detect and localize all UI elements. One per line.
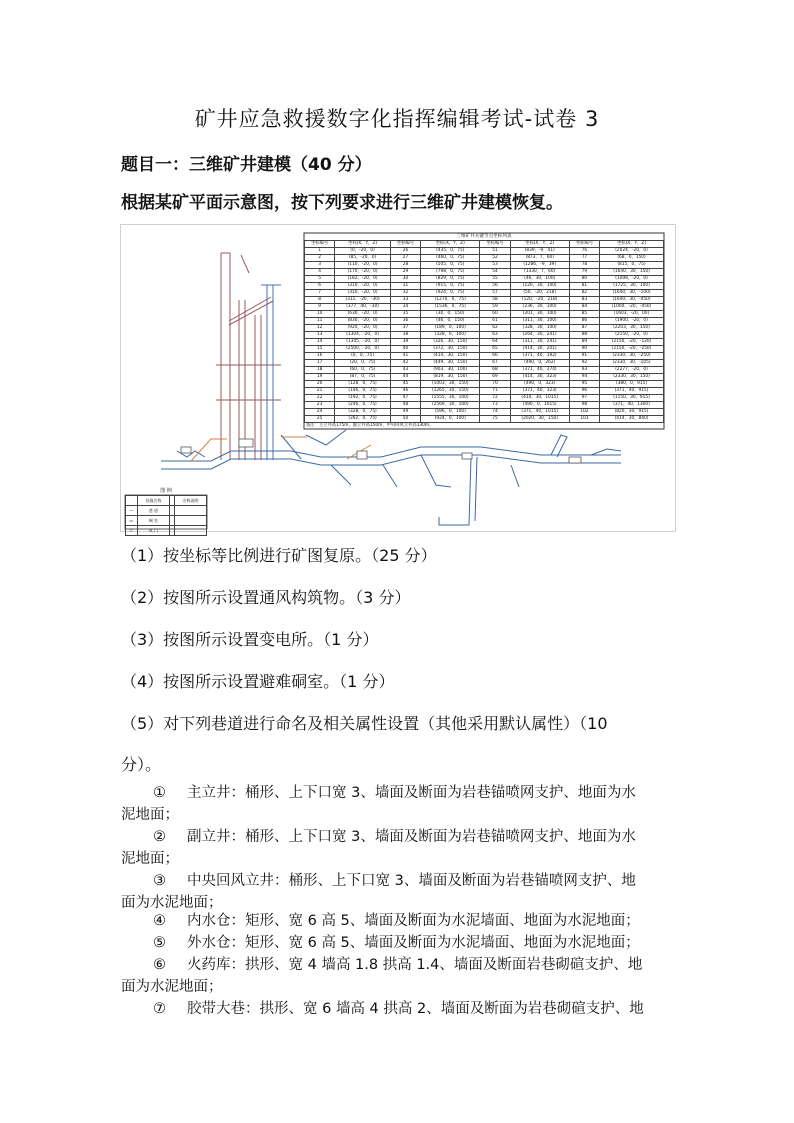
requirement-4: （4）按图所示设置避难硐室。（1 分） xyxy=(121,672,395,691)
coordinate-cell: 20 xyxy=(305,381,335,388)
coordinate-cell: 96 xyxy=(569,388,599,395)
coordinate-cell: (371，40，915) xyxy=(600,388,664,395)
legend-cell: 巷 道 xyxy=(137,506,169,516)
instruction-text: 根据某矿平面示意图，按下列要求进行三维矿井建模恢复。 xyxy=(121,193,563,213)
coordinate-cell: (50，-20，218) xyxy=(510,290,569,297)
coordinate-row xyxy=(305,283,664,290)
coordinate-cell: 39 xyxy=(390,339,420,346)
legend-cell: ⊂ xyxy=(126,526,138,536)
coordinate-row xyxy=(305,276,664,283)
coordinate-cell: (377，40，-30) xyxy=(335,304,391,311)
coordinate-cell: 25 xyxy=(305,416,335,423)
coordinate-row xyxy=(305,311,664,318)
coordinate-cell: (490，0，1015) xyxy=(510,402,569,409)
coordinate-cell: (46，30，100) xyxy=(510,276,569,283)
roadway-item xyxy=(121,932,677,954)
requirement-3: （3）按图所示设置变电所。（1 分） xyxy=(121,630,379,649)
legend-header-cell xyxy=(126,496,138,506)
coordinate-cell: (2150，-20，0) xyxy=(600,332,664,339)
coordinate-cell: (1098，-20，0) xyxy=(600,276,664,283)
coordinate-cell: (146，0，75) xyxy=(335,388,391,395)
roadway-item-number: ③ xyxy=(153,873,166,889)
coordinate-cell: (1265，30，150) xyxy=(421,388,480,395)
coordinate-cell: (371，40，192) xyxy=(510,353,569,360)
coordinate-cell: (311，-20，-30) xyxy=(335,297,391,304)
coordinate-row xyxy=(305,353,664,360)
coordinate-cell: (30，0，150) xyxy=(421,311,480,318)
roadway-item xyxy=(121,782,677,826)
coordinate-cell: 68 xyxy=(480,367,510,374)
coordinate-cell: (310，-20，0) xyxy=(335,290,391,297)
coordinate-cell: (1640，30，-450) xyxy=(600,297,664,304)
coordinate-cell: 21 xyxy=(305,388,335,395)
roadway-item-text: 火药库：拱形、宽 4 墙高 1.8 拱高 1.4、墙面及断面岩巷砌碹支护、地 xyxy=(187,957,643,973)
mine-plan-figure xyxy=(120,224,676,532)
coordinate-cell: 94 xyxy=(569,374,599,381)
legend-row xyxy=(126,526,207,536)
coordinate-cell: 78 xyxy=(569,262,599,269)
coordinate-cell: (236，30，100) xyxy=(510,304,569,311)
coordinate-cell: (924，0，100) xyxy=(421,416,480,423)
roadway-item-number: ⑥ xyxy=(153,957,166,973)
coordinate-cell: 17 xyxy=(305,360,335,367)
coordinate-cell: 9 xyxy=(305,304,335,311)
roadway-item-number: ⑤ xyxy=(153,935,166,951)
coordinate-cell: 79 xyxy=(569,269,599,276)
roadway-item-number: ⑦ xyxy=(153,1001,166,1017)
coordinate-row xyxy=(305,388,664,395)
coordinate-cell: 90 xyxy=(569,346,599,353)
roadway-item-number: ① xyxy=(153,785,166,801)
coordinate-cell: 46 xyxy=(390,388,420,395)
coordinate-cell: (1150，30，915) xyxy=(600,395,664,402)
coordinate-cell: 50 xyxy=(390,416,420,423)
coordinate-cell: (820，30，915) xyxy=(600,409,664,416)
coordinate-cell: (505，0，75) xyxy=(421,262,480,269)
coordinate-cell: 71 xyxy=(480,388,510,395)
coordinate-cell: (246，0，75) xyxy=(335,402,391,409)
coordinate-cell: (371，40，323) xyxy=(510,388,569,395)
coordinate-cell: 35 xyxy=(390,311,420,318)
coordinate-cell: (2020，30，150) xyxy=(510,416,569,423)
coordinate-cell: 53 xyxy=(480,262,510,269)
coordinate-row xyxy=(305,332,664,339)
legend-header-cell: 名称说明 xyxy=(174,496,206,506)
coordinate-cell: (128，0，75) xyxy=(335,381,391,388)
roadway-item xyxy=(121,954,677,998)
coordinate-cell: 75 xyxy=(480,416,510,423)
coordinate-cell: 51 xyxy=(480,248,510,255)
coordinate-cell: 43 xyxy=(390,367,420,374)
coordinate-row xyxy=(305,381,664,388)
coordinate-cell: (630，-20，0) xyxy=(335,311,391,318)
coordinate-cell: (310，-20，0) xyxy=(335,283,391,290)
roadway-item-text-cont: 面为水泥地面； xyxy=(121,895,223,911)
coordinate-cell: (328，30，100) xyxy=(510,325,569,332)
coordinate-table xyxy=(304,233,664,429)
coordinate-cell: (1345，-20，0) xyxy=(335,339,391,346)
coordinate-cell: (873，7，60) xyxy=(510,255,569,262)
coordinate-cell: 30 xyxy=(390,276,420,283)
coordinate-cell: (829，0，75) xyxy=(421,276,480,283)
coordinate-cell: (120，-20，218) xyxy=(510,297,569,304)
roadway-item-text-cont: 泥地面； xyxy=(121,851,179,867)
coordinate-cell: (1330，7，60) xyxy=(510,269,569,276)
coordinate-cell: (0，-20，0) xyxy=(335,248,391,255)
coordinate-header-cell: 坐标(X，Y，Z) xyxy=(510,241,569,248)
coordinate-cell: 89 xyxy=(569,339,599,346)
coordinate-cell: (1555，30，100) xyxy=(421,395,480,402)
coordinate-cell: (815，0，75) xyxy=(600,262,664,269)
coordinate-cell: 55 xyxy=(480,276,510,283)
coordinate-cell: 73 xyxy=(480,402,510,409)
legend-header-cell: 设施名称 xyxy=(137,496,169,506)
coordinate-row xyxy=(305,269,664,276)
coordinate-cell: 12 xyxy=(305,325,335,332)
coordinate-cell: 47 xyxy=(390,395,420,402)
coordinate-cell: (798，0，75) xyxy=(421,269,480,276)
coordinate-cell: 56 xyxy=(480,283,510,290)
coordinate-cell: 62 xyxy=(480,325,510,332)
coordinate-cell: 11 xyxy=(305,318,335,325)
coordinate-cell: 31 xyxy=(390,283,420,290)
coordinate-cell: 74 xyxy=(480,409,510,416)
coordinate-cell: (830，-20，0) xyxy=(335,318,391,325)
coordinate-cell: 1 xyxy=(305,248,335,255)
coordinate-cell: 103 xyxy=(569,416,599,423)
coordinate-row xyxy=(305,297,664,304)
coordinate-cell: 44 xyxy=(390,374,420,381)
roadway-item xyxy=(121,998,677,1020)
coordinate-cell: 54 xyxy=(480,269,510,276)
coordinate-cell: 48 xyxy=(390,402,420,409)
coordinate-cell: 83 xyxy=(569,297,599,304)
coordinate-cell: 77 xyxy=(569,255,599,262)
coordinate-cell: 95 xyxy=(569,381,599,388)
coordinate-cell: 52 xyxy=(480,255,510,262)
coordinate-cell: 97 xyxy=(569,395,599,402)
coordinate-cell: (2203，30，150) xyxy=(600,325,664,332)
roadway-item-text: 外水仓：矩形、宽 6 高 5、墙面及断面为水泥墙面、地面为水泥地面； xyxy=(187,935,640,951)
coordinate-row xyxy=(305,248,664,255)
coordinate-cell: (2150，-20，-250) xyxy=(600,346,664,353)
legend xyxy=(125,487,207,536)
coordinate-cell: 69 xyxy=(480,374,510,381)
coordinate-cell: (311，30，241) xyxy=(510,339,569,346)
legend-cell xyxy=(174,516,206,526)
coordinate-cell: (1640，30，-100) xyxy=(600,290,664,297)
coordinate-row xyxy=(305,346,664,353)
coordinate-cell: 84 xyxy=(569,304,599,311)
roadway-item-text-cont: 面为水泥地面； xyxy=(121,979,223,995)
coordinate-cell: (1003，30，150) xyxy=(421,381,480,388)
coordinate-cell: 24 xyxy=(305,409,335,416)
coordinate-cell: (1640，30，150) xyxy=(600,269,664,276)
coordinate-cell: (68，0，150) xyxy=(600,255,664,262)
coordinate-cell: (449，30，150) xyxy=(421,360,480,367)
roadway-item-number: ④ xyxy=(153,913,166,929)
coordinate-cell: (1725，30，100) xyxy=(600,283,664,290)
coordinate-cell: 3 xyxy=(305,262,335,269)
coordinate-cell: 66 xyxy=(480,353,510,360)
coordinate-cell: (903，30，100) xyxy=(421,367,480,374)
coordinate-cell: 40 xyxy=(390,346,420,353)
coordinate-cell: 5 xyxy=(305,276,335,283)
coordinate-cell: 18 xyxy=(305,367,335,374)
coordinate-header-cell: 坐标编号 xyxy=(390,241,420,248)
coordinate-cell: (460，0，75) xyxy=(421,255,480,262)
coordinate-cell: 29 xyxy=(390,269,420,276)
coordinate-cell: 41 xyxy=(390,353,420,360)
coordinate-row xyxy=(305,367,664,374)
coordinate-cell: (20，0，75) xyxy=(335,360,391,367)
coordinate-cell: 59 xyxy=(480,304,510,311)
requirement-2: （2）按图所示设置通风构筑物。（3 分） xyxy=(121,588,411,607)
coordinate-cell: 19 xyxy=(305,374,335,381)
coordinate-cell: 65 xyxy=(480,346,510,353)
roadway-item-text: 主立井：桶形、上下口宽 3、墙面及断面为岩巷锚喷网支护、地面为水 xyxy=(187,785,636,801)
coordinate-row xyxy=(305,255,664,262)
coordinate-cell: (392，0，75) xyxy=(335,416,391,423)
coordinate-cell: (2569，30，100) xyxy=(421,402,480,409)
coordinate-cell: 13 xyxy=(305,332,335,339)
coordinate-cell: (371，40，1300) xyxy=(600,402,664,409)
coordinate-cell: (264，30，241) xyxy=(510,332,569,339)
coordinate-header-cell: 坐标(X，Y，Z) xyxy=(421,241,480,248)
coordinate-row xyxy=(305,374,664,381)
coordinate-cell: (311，30，100) xyxy=(510,318,569,325)
coordinate-cell: 34 xyxy=(390,304,420,311)
coordinate-cell: 8 xyxy=(305,297,335,304)
coordinate-cell: (326，30，150) xyxy=(421,339,480,346)
legend-cell: ▭ xyxy=(126,516,138,526)
coordinate-cell: 63 xyxy=(480,332,510,339)
coordinate-cell: (2150，-20，-120) xyxy=(600,339,664,346)
coordinate-header-cell: 坐标编号 xyxy=(480,241,510,248)
coordinate-cell: 2 xyxy=(305,255,335,262)
coordinate-cell: 57 xyxy=(480,290,510,297)
coordinate-cell: 38 xyxy=(390,332,420,339)
coordinate-cell: 61 xyxy=(480,318,510,325)
coordinate-cell: 87 xyxy=(569,325,599,332)
document-title: 矿井应急救援数字化指挥编辑考试-试卷 3 xyxy=(194,107,600,131)
coordinate-cell: (2277，-20，0) xyxy=(600,367,664,374)
coordinate-cell: (920，-20，0) xyxy=(335,325,391,332)
legend-cell: 风 门 xyxy=(137,526,169,536)
roadway-item-number: ② xyxy=(153,829,166,845)
coordinate-cell: (1270，0，75) xyxy=(421,297,480,304)
coordinate-cell: (120，30，100) xyxy=(510,283,569,290)
coordinate-cell: 82 xyxy=(569,290,599,297)
coordinate-cell: 4 xyxy=(305,269,335,276)
coordinate-cell: (819，30，150) xyxy=(421,374,480,381)
roadway-item xyxy=(121,826,677,870)
coordinate-row xyxy=(305,339,664,346)
coordinate-cell: 26 xyxy=(390,248,420,255)
coordinate-cell: 45 xyxy=(390,381,420,388)
coordinate-cell: 81 xyxy=(569,283,599,290)
coordinate-cell: 86 xyxy=(569,318,599,325)
coordinate-table-grid xyxy=(304,240,664,423)
coordinate-cell: 16 xyxy=(305,353,335,360)
coordinate-cell: 7 xyxy=(305,290,335,297)
legend-table xyxy=(125,495,207,536)
coordinate-cell: 88 xyxy=(569,332,599,339)
coordinate-cell: (414，30，323) xyxy=(510,374,569,381)
coordinate-cell: (371，40，274) xyxy=(510,367,569,374)
requirement-1: （1）按坐标等比例进行矿图复原。（25 分） xyxy=(121,546,437,565)
coordinate-cell: 28 xyxy=(390,262,420,269)
coordinate-cell: (182，-20，0) xyxy=(335,276,391,283)
coordinate-cell: (414，30，1015) xyxy=(510,395,569,402)
chamber-box xyxy=(181,447,191,453)
coordinate-cell: (839，-9，41) xyxy=(510,248,569,255)
coordinate-cell: (60，0，75) xyxy=(335,367,391,374)
coordinate-cell: (490，0，262) xyxy=(510,360,569,367)
coordinate-row xyxy=(305,395,664,402)
question-heading: 题目一：三维矿井建模（40 分） xyxy=(121,155,372,175)
coordinate-header-cell: 坐标编号 xyxy=(305,241,335,248)
coordinate-row xyxy=(305,325,664,332)
coordinate-cell: (87，0，75) xyxy=(335,374,391,381)
coordinate-cell: 92 xyxy=(569,360,599,367)
legend-cell: 峒 室 xyxy=(137,516,169,526)
coordinate-cell: (192，0，75) xyxy=(335,395,391,402)
coordinate-row xyxy=(305,318,664,325)
coordinate-cell: 6 xyxy=(305,283,335,290)
coordinate-cell: 10 xyxy=(305,311,335,318)
coordinate-cell: (85，-20，0) xyxy=(335,255,391,262)
roadway-item xyxy=(121,870,677,914)
roadway-item-text: 副立井：桶形、上下口宽 3、墙面及断面为岩巷锚喷网支护、地面为水 xyxy=(187,829,636,845)
coordinate-cell: 27 xyxy=(390,255,420,262)
coordinate-cell: (1900，-20，0) xyxy=(600,318,664,325)
coordinate-row xyxy=(305,304,664,311)
shafts-group xyxy=(216,253,281,460)
coordinate-cell: 22 xyxy=(305,395,335,402)
coordinate-cell: 49 xyxy=(390,409,420,416)
coordinate-cell: 15 xyxy=(305,346,335,353)
legend-row xyxy=(126,506,207,516)
coordinate-row xyxy=(305,409,664,416)
coordinate-row xyxy=(305,360,664,367)
coordinate-table-note: 备注：主立井高175m，副立井高150m，中央回风立井高130m。 xyxy=(306,423,434,428)
coordinate-cell: (380，0，915) xyxy=(600,381,664,388)
coordinate-cell: (1286，-9，39) xyxy=(510,262,569,269)
legend-cell xyxy=(174,506,206,516)
roadway-item-text: 胶带大巷：拱形、宽 6 墙高 4 拱高 2、墙面及断面为岩巷砌碹支护、地 xyxy=(187,1001,644,1017)
coordinate-cell: (2330，30，-105) xyxy=(600,360,664,367)
coordinate-cell: (414，30，150) xyxy=(421,353,480,360)
coordinate-cell: (1603，-20，00) xyxy=(600,311,664,318)
coordinate-cell: 102 xyxy=(569,409,599,416)
coordinate-cell: (414，30，201) xyxy=(510,346,569,353)
coordinate-cell: (414，30，840) xyxy=(600,416,664,423)
coordinate-cell: 36 xyxy=(390,318,420,325)
roadway-item-text: 内水仓：矩形、宽 6 高 5、墙面及断面为水泥墙面、地面为水泥地面； xyxy=(187,913,640,929)
coordinate-cell: 32 xyxy=(390,290,420,297)
coordinate-cell: (2500，-20，0) xyxy=(335,346,391,353)
roadway-item-text: 中央回风立井：桶形、上下口宽 3、墙面及断面为岩巷锚喷网支护、地 xyxy=(187,873,636,889)
coordinate-cell: (435，0，75) xyxy=(421,248,480,255)
coordinate-cell: (2024，-20，0) xyxy=(600,248,664,255)
coordinate-cell: (490，0，323) xyxy=(510,381,569,388)
coordinate-row xyxy=(305,262,664,269)
coordinate-cell: 67 xyxy=(480,360,510,367)
coordinate-header-cell: 坐标(X，Y，Z) xyxy=(335,241,391,248)
coordinate-cell: (189，0，100) xyxy=(421,325,480,332)
coordinate-cell: 91 xyxy=(569,353,599,360)
coordinate-cell: (110，-20，0) xyxy=(335,262,391,269)
coordinate-header-cell: 坐标编号 xyxy=(569,241,599,248)
coordinate-row xyxy=(305,402,664,409)
coordinate-row xyxy=(305,290,664,297)
coordinate-cell: 37 xyxy=(390,325,420,332)
coordinate-cell: 98 xyxy=(569,402,599,409)
coordinate-cell: (328，0，75) xyxy=(335,409,391,416)
coordinate-cell: (1536，0，75) xyxy=(421,304,480,311)
coordinate-cell: 70 xyxy=(480,381,510,388)
coordinate-cell: 64 xyxy=(480,339,510,346)
coordinate-cell: 80 xyxy=(569,276,599,283)
legend-cell: — xyxy=(126,506,138,516)
coordinate-cell: (328，0，100) xyxy=(421,332,480,339)
legend-title: 图 例 xyxy=(160,488,172,494)
coordinate-cell: (1304，-20，0) xyxy=(335,332,391,339)
coordinate-cell: 72 xyxy=(480,395,510,402)
coordinate-cell: (46，0，150) xyxy=(421,318,480,325)
coordinate-cell: (170，-20，0) xyxy=(335,269,391,276)
coordinate-cell: (596，0，100) xyxy=(421,409,480,416)
coordinate-cell: (372，30，150) xyxy=(421,346,480,353)
coordinate-cell: 76 xyxy=(569,248,599,255)
coordinate-cell: 58 xyxy=(480,297,510,304)
coordinate-row xyxy=(305,416,664,423)
coordinate-header-cell: 坐标(X，Y，Z) xyxy=(600,241,664,248)
roadway-item xyxy=(121,910,677,932)
roadway-item-text-cont: 泥地面； xyxy=(121,807,179,823)
coordinate-cell: (915，0，75) xyxy=(421,283,480,290)
coordinate-cell: (2330，30，-250) xyxy=(600,353,664,360)
coordinate-cell: 93 xyxy=(569,367,599,374)
legend-row xyxy=(126,516,207,526)
coordinate-cell: (0，0，75) xyxy=(335,353,391,360)
coordinate-cell: (371，40，1015) xyxy=(510,409,569,416)
requirement-5-cont: 分）。 xyxy=(121,755,162,774)
coordinate-cell: (2330，30，150) xyxy=(600,374,664,381)
coordinate-cell: 85 xyxy=(569,311,599,318)
coordinate-cell: 60 xyxy=(480,311,510,318)
legend-cell xyxy=(174,526,206,536)
requirement-5: （5）对下列巷道进行命名及相关属性设置（其他采用默认属性）（10 xyxy=(121,714,608,733)
coordinate-cell: (1000，-20，-450) xyxy=(600,304,664,311)
coordinate-table-title: 三维矿井关键节点坐标列表 xyxy=(456,234,512,239)
coordinate-cell: (201，30，100) xyxy=(510,311,569,318)
coordinate-cell: 42 xyxy=(390,360,420,367)
coordinate-cell: 23 xyxy=(305,402,335,409)
coordinate-cell: 33 xyxy=(390,297,420,304)
coordinate-cell: (924，0，75) xyxy=(421,290,480,297)
coordinate-cell: 14 xyxy=(305,339,335,346)
